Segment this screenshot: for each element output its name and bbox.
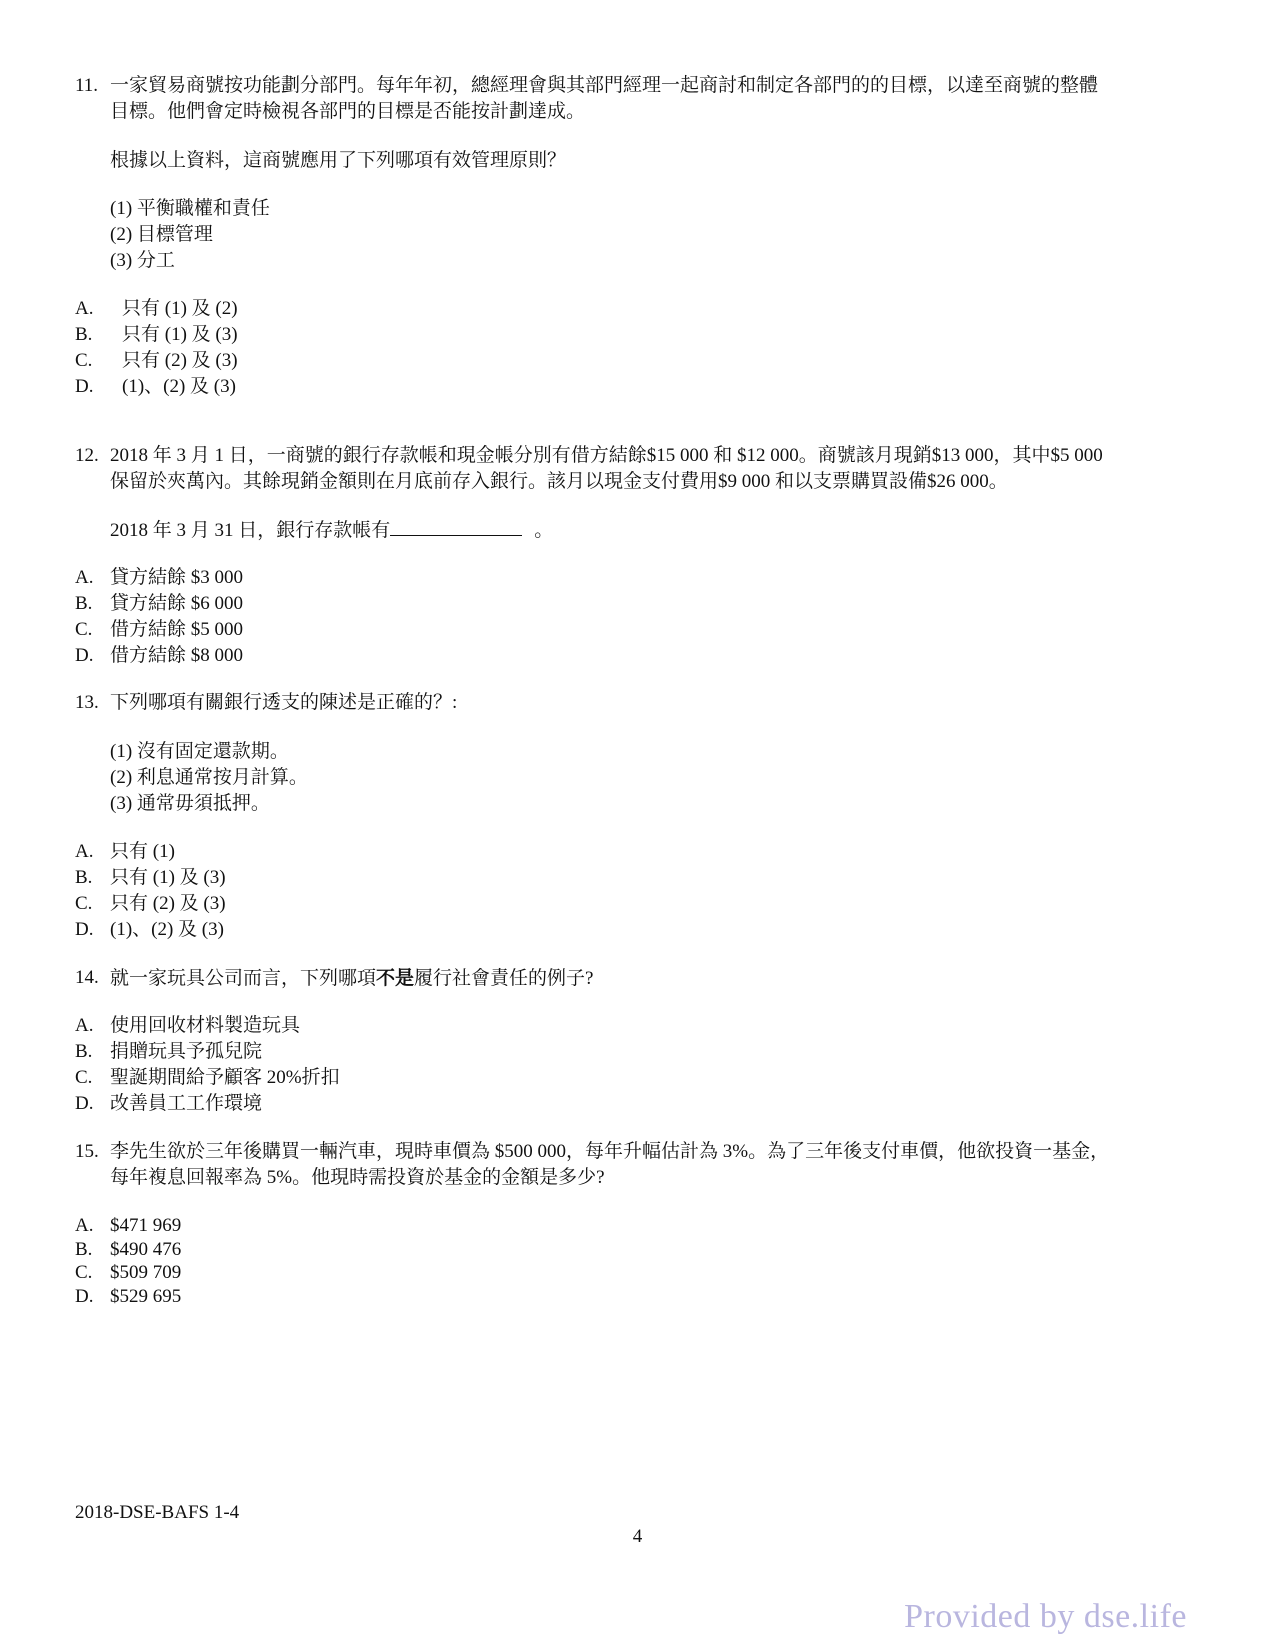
q13-option-d-label: D. bbox=[75, 919, 94, 940]
q11-option-c-label: C. bbox=[75, 350, 93, 371]
q14-stem-emphasis: 不是 bbox=[376, 967, 415, 989]
q15-option-d: $529 695 bbox=[110, 1286, 182, 1307]
q14-stem-pre: 就一家玩具公司而言，下列哪項 bbox=[110, 968, 377, 989]
q14-option-a: 使用回收材料製造玩具 bbox=[110, 1015, 301, 1036]
q14-option-c-label: C. bbox=[75, 1067, 93, 1088]
q14-number: 14. bbox=[75, 967, 99, 988]
q12-option-a-label: A. bbox=[75, 567, 94, 588]
q15-option-a-label: A. bbox=[75, 1215, 94, 1236]
q15-option-b-label: B. bbox=[75, 1239, 93, 1260]
q15-option-a: $471 969 bbox=[110, 1215, 182, 1236]
q14-stem-post: 履行社會責任的例子? bbox=[414, 968, 594, 989]
q11-option-a-label: A. bbox=[75, 298, 94, 319]
q13-number: 13. bbox=[75, 692, 99, 713]
q11-option-a: 只有 (1) 及 (2) bbox=[122, 298, 238, 319]
q12-stem-line2: 保留於夾萬內。其餘現銷金額則在月底前存入銀行。該月以現金支付費用$9 000 和以支票購買設備$26 000。 bbox=[110, 471, 1008, 492]
q13-item-3: (3) 通常毋須抵押。 bbox=[110, 793, 270, 814]
q15-number: 15. bbox=[75, 1141, 99, 1162]
q13-option-d: (1)、(2) 及 (3) bbox=[110, 919, 224, 940]
q13-item-2: (2) 利息通常按月計算。 bbox=[110, 767, 308, 788]
q12-number: 12. bbox=[75, 445, 99, 466]
q12-option-b-label: B. bbox=[75, 593, 93, 614]
q14-option-b: 捐贈玩具予孤兒院 bbox=[110, 1041, 263, 1062]
q11-option-c: 只有 (2) 及 (3) bbox=[122, 350, 238, 371]
q13-option-c-label: C. bbox=[75, 893, 93, 914]
q15-stem-line2: 每年複息回報率為 5%。他現時需投資於基金的金額是多少? bbox=[110, 1167, 605, 1188]
q12-prompt-text: 2018 年 3 月 31 日，銀行存款帳有 bbox=[110, 520, 391, 541]
q11-item-2: (2) 目標管理 bbox=[110, 224, 213, 245]
q11-option-d-label: D. bbox=[75, 376, 94, 397]
q11-item-1: (1) 平衡職權和責任 bbox=[110, 198, 270, 219]
q11-stem-line1: 一家貿易商號按功能劃分部門。每年年初，總經理會與其部門經理一起商討和制定各部門的的目標，以達至商號的整體 bbox=[110, 75, 1099, 96]
q14-option-c: 聖誕期間給予顧客 20%折扣 bbox=[110, 1067, 340, 1088]
q11-number: 11. bbox=[75, 75, 99, 96]
q11-item-3: (3) 分工 bbox=[110, 250, 175, 271]
q12-option-a: 貸方結餘 $3 000 bbox=[110, 567, 244, 588]
q15-option-c-label: C. bbox=[75, 1262, 93, 1283]
q14-option-d: 改善員工工作環境 bbox=[110, 1093, 263, 1114]
q12-option-c: 借方結餘 $5 000 bbox=[110, 619, 244, 640]
q12-option-c-label: C. bbox=[75, 619, 93, 640]
q15-option-b: $490 476 bbox=[110, 1239, 182, 1260]
q11-prompt: 根據以上資料，這商號應用了下列哪項有效管理原則？ bbox=[110, 150, 567, 171]
q12-option-d-label: D. bbox=[75, 645, 94, 666]
q11-option-b: 只有 (1) 及 (3) bbox=[122, 324, 238, 345]
q11-option-d: (1)、(2) 及 (3) bbox=[122, 376, 236, 397]
q13-option-c: 只有 (2) 及 (3) bbox=[110, 893, 226, 914]
paper-code: 2018-DSE-BAFS 1-4 bbox=[75, 1502, 240, 1523]
q14-stem bbox=[110, 965, 593, 992]
q13-option-b-label: B. bbox=[75, 867, 93, 888]
answer-blank bbox=[390, 517, 522, 536]
q13-option-a: 只有 (1) bbox=[110, 841, 175, 862]
q13-item-1: (1) 沒有固定還款期。 bbox=[110, 741, 289, 762]
q13-option-a-label: A. bbox=[75, 841, 94, 862]
q14-option-a-label: A. bbox=[75, 1015, 94, 1036]
q13-stem: 下列哪項有關銀行透支的陳述是正確的？: bbox=[110, 692, 458, 713]
q12-prompt bbox=[110, 517, 553, 544]
q12-prompt-end: 。 bbox=[534, 520, 554, 541]
q12-option-d: 借方結餘 $8 000 bbox=[110, 645, 244, 666]
q13-option-b: 只有 (1) 及 (3) bbox=[110, 867, 226, 888]
q11-option-b-label: B. bbox=[75, 324, 93, 345]
q14-option-b-label: B. bbox=[75, 1041, 93, 1062]
page-number: 4 bbox=[632, 1526, 643, 1547]
q15-option-d-label: D. bbox=[75, 1286, 94, 1307]
q12-option-b: 貸方結餘 $6 000 bbox=[110, 593, 244, 614]
q14-option-d-label: D. bbox=[75, 1093, 94, 1114]
q15-stem-line1: 李先生欲於三年後購買一輛汽車，現時車價為 $500 000，每年升幅估計為 3%。為了三年後支付車價，他欲投資一基金， bbox=[110, 1141, 1110, 1162]
q15-option-c: $509 709 bbox=[110, 1262, 182, 1283]
watermark[interactable]: Provided by dse.life bbox=[904, 1598, 1187, 1635]
q12-stem-line1: 2018 年 3 月 1 日，一商號的銀行存款帳和現金帳分別有借方結餘$15 000 和 $12 000。商號該月現銷$13 000，其中$5 000 bbox=[110, 445, 1103, 466]
q11-stem-line2: 目標。他們會定時檢視各部門的目標是否能按計劃達成。 bbox=[110, 101, 586, 122]
